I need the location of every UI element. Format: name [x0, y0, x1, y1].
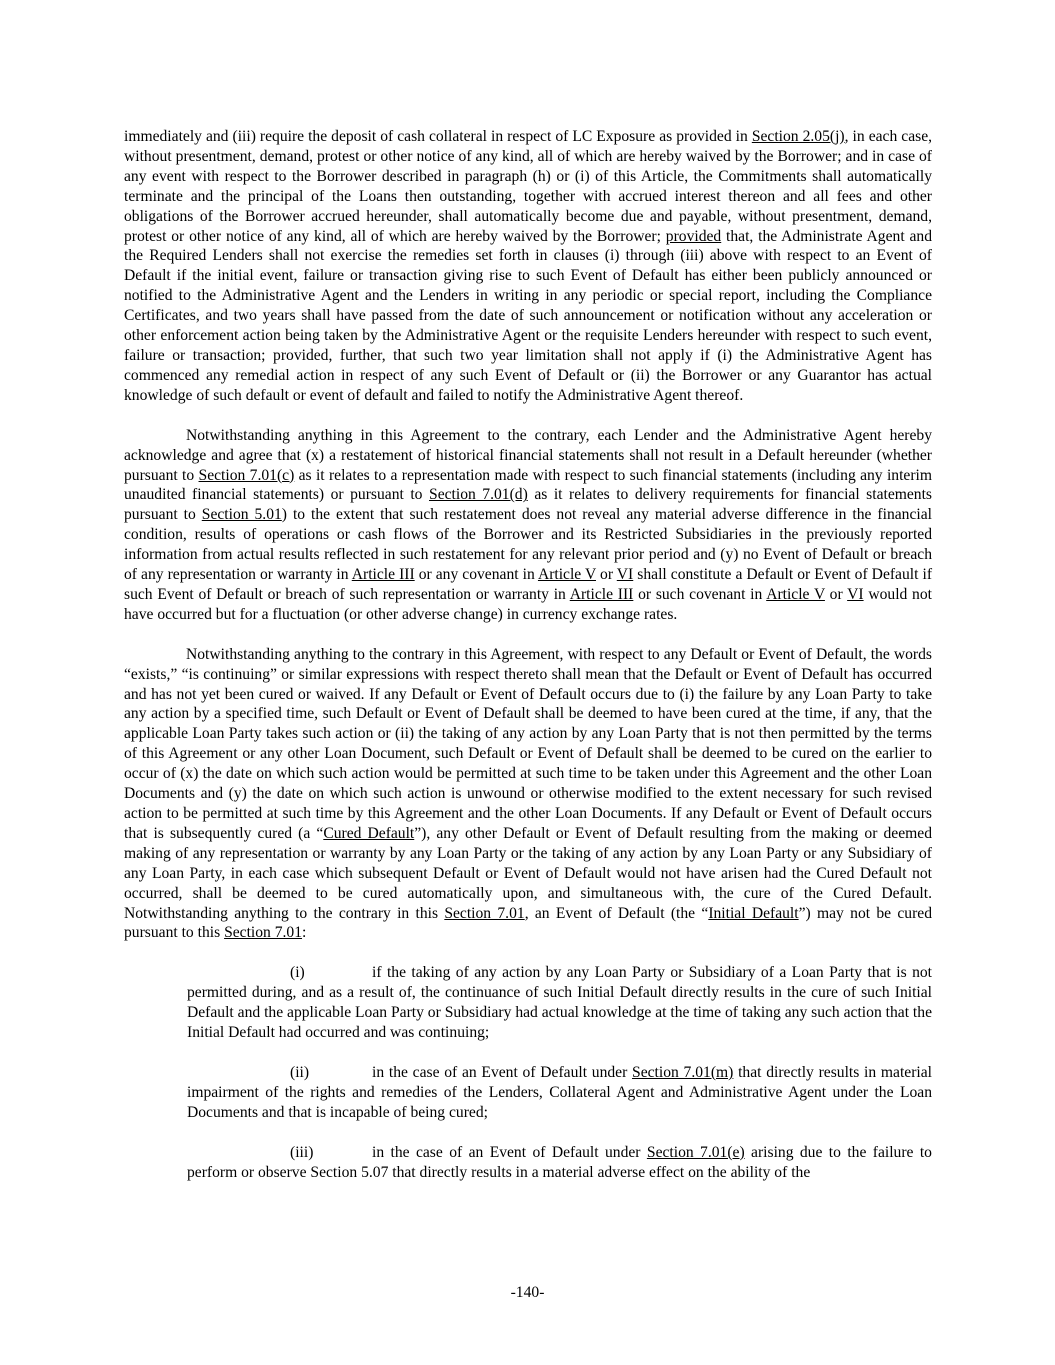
text-segment: Notwithstanding anything to the contrary in this Agreement, with respect to any Default or Event of Default, the words “exists,” “is continuing” or similar expressions with respect thereto shall mean that the Default or Event of Default has occurred and has not yet been cured or waived. If any Default or Event of Default occurs due to (i) the failure by any Loan Party to take any action by a specified time, such Default or Event of Default shall be deemed to have been cured at the time, if any, that the applicable Loan Party takes such action or (ii) the taking of any action by any Loan Party that is not then permitted by the terms of this Agreement or any other Loan Document, such Default or Event of Default shall be deemed to be cured on the earlier to occur of (x) the date on which such action would be permitted at such time to be taken under this Agreement and the other Loan Documents and (y) the date on which such action is unwound or otherwise modified to the extent necessary for such revised action to be permitted at such time by this Agreement and the other Loan Documents. If any Default or Event of Default occurs that is subsequently cured (a “	[124, 645, 932, 842]
page-number: -140-	[510, 1284, 545, 1301]
cross-reference: Section 7.01(c)	[198, 466, 295, 484]
text-segment: if the taking of any action by any Loan Party or Subsidiary of a Loan Party that is not permitted during, and as a result of, the continuance of such Initial Default directly results in the cure of such Initial Default and the applicable Loan Party or Subsidiary had actual knowledge at the time of taking any such action that the Initial Default had occurred and was continuing;	[187, 964, 932, 1042]
text-segment: ”), any other Default or Event of Default resulting from the making or deemed making of any representation or warranty by any Loan Party or the taking of any action by any Loan Party or any Subsidiary of any Loan Party, in each case which subsequent Default or Event of Default would not have arisen had the Cured Default not occurred, shall be deemed to be cured automatically upon, and simultaneous with, the cure of the Cured Default. Notwithstanding anything to the contrary in this	[124, 824, 932, 922]
text-segment: in the case of an Event of Default under	[372, 1063, 633, 1081]
text-segment: ) to the extent that such restatement does not reveal any material adverse difference in the financial condition, results of operations or cash flows of the Borrower and its Restricted Subsidiaries in the previously reported information from actual results reflected in such restatement for any relevant prior period and (y) no Event of Default or breach of any representation or warranty in	[124, 506, 932, 584]
cross-reference: Article III	[351, 566, 415, 584]
text-segment: that, the Administrate Agent and the Required Lenders shall not exercise the remedies set forth in clauses (i) through (iii) above with respect to an Event of Default if the initial event, failure or transaction giving rise to such Event of Default has either been publicly announced or notified to the Administrative Agent and the Lenders in writing in any periodic or special report, including the Compliance Certificates, and two years shall have passed from the date of such announcement or notification without any acceleration or other enforcement action being taken by the Administrative Agent or the requisite Lenders hereunder with respect to such event, failure or transaction; provided, further, that such two year limitation shall not apply if (i) the Administrative Agent has commenced any remedial action in respect of any such Event of Default or (ii) the Borrower or any Guarantor has actual knowledge of such default or event of default and failed to notify the Administrative Agent thereof.	[124, 227, 932, 404]
cross-reference: VI	[616, 566, 634, 584]
text-segment: that directly results in material impairment of the rights and remedies of the Lenders, Collateral Agent and Administrative Agent under the Loan Documents and that is incapable of being cured;	[187, 1063, 932, 1121]
list-item-label: (iii)	[290, 1143, 314, 1161]
cross-reference: Section 5.01	[201, 506, 282, 524]
cross-reference: Section 7.01	[224, 924, 303, 942]
text-segment: arising due to the failure to perform or observe Section 5.07 that directly results in a material adverse effect on the ability of the	[187, 1143, 932, 1181]
text-segment: as it relates to a representation made with respect to such financial statements (including any interim unaudited financial statements) or pursuant to	[124, 466, 932, 504]
paragraph	[124, 127, 932, 406]
cross-reference: Cured Default	[323, 824, 415, 842]
paragraph	[124, 645, 932, 944]
list-item	[187, 1143, 932, 1183]
list-item	[187, 963, 932, 1043]
cross-reference: provided	[665, 227, 722, 245]
document-body	[124, 127, 932, 1203]
cross-reference: Section 7.01(e)	[646, 1143, 745, 1161]
text-segment: or	[824, 585, 848, 603]
text-segment: :	[302, 924, 307, 942]
list-item-label: (i)	[290, 964, 305, 982]
cross-reference: Section 2.05(j)	[751, 128, 845, 145]
text-segment: , an Event of Default (the “	[524, 904, 709, 922]
text-segment: in the case of an Event of Default under	[372, 1143, 647, 1161]
cross-reference: Initial Default	[708, 904, 799, 922]
cross-reference: Section 7.01	[444, 904, 525, 922]
list-item-label: (ii)	[290, 1063, 310, 1081]
cross-reference: Article V	[766, 585, 825, 603]
text-segment: would not have occurred but for a fluctuation (or other adverse change) in currency exchange rates.	[124, 585, 932, 623]
list-item	[187, 1063, 932, 1123]
text-segment: , in each case, without presentment, demand, protest or other notice of any kind, all of which are hereby waived by the Borrower; and in case of any event with respect to the Borrower described in paragraph (h) or (i) of this Article, the Commitments shall automatically terminate and the principal of the Loans then outstanding, together with accrued interest thereon and all fees and other obligations of the Borrower accrued hereunder, shall automatically become due and payable, without presentment, demand, protest or other notice of any kind, all of which are hereby waived by the Borrower;	[124, 128, 933, 245]
text-segment: shall constitute a Default or Event of Default if such Event of Default or breach of such representation or warranty in	[124, 566, 933, 603]
text-segment: immediately and (iii) require the deposit of cash collateral in respect of LC Exposure as provided in	[124, 128, 752, 145]
text-segment: or such covenant in	[633, 585, 767, 603]
text-segment: Notwithstanding anything in this Agreement to the contrary, each Lender and the Administrative Agent hereby acknowledge and agree that (x) a restatement of historical financial statements shall not result in a Default hereunder (whether pursuant to	[124, 426, 932, 484]
text-segment: as it relates to delivery requirements for financial statements pursuant to	[124, 486, 933, 524]
cross-reference: VI	[847, 585, 864, 603]
cross-reference: Section 7.01(d)	[429, 486, 528, 504]
cross-reference: Section 7.01(m)	[632, 1063, 734, 1081]
cross-reference: Article V	[537, 566, 596, 584]
text-segment: or	[595, 566, 617, 584]
paragraph	[124, 426, 932, 625]
text-segment: ”) may not be cured pursuant to this	[124, 904, 932, 942]
cross-reference: Article III	[569, 585, 634, 603]
text-segment: or any covenant in	[414, 566, 538, 584]
